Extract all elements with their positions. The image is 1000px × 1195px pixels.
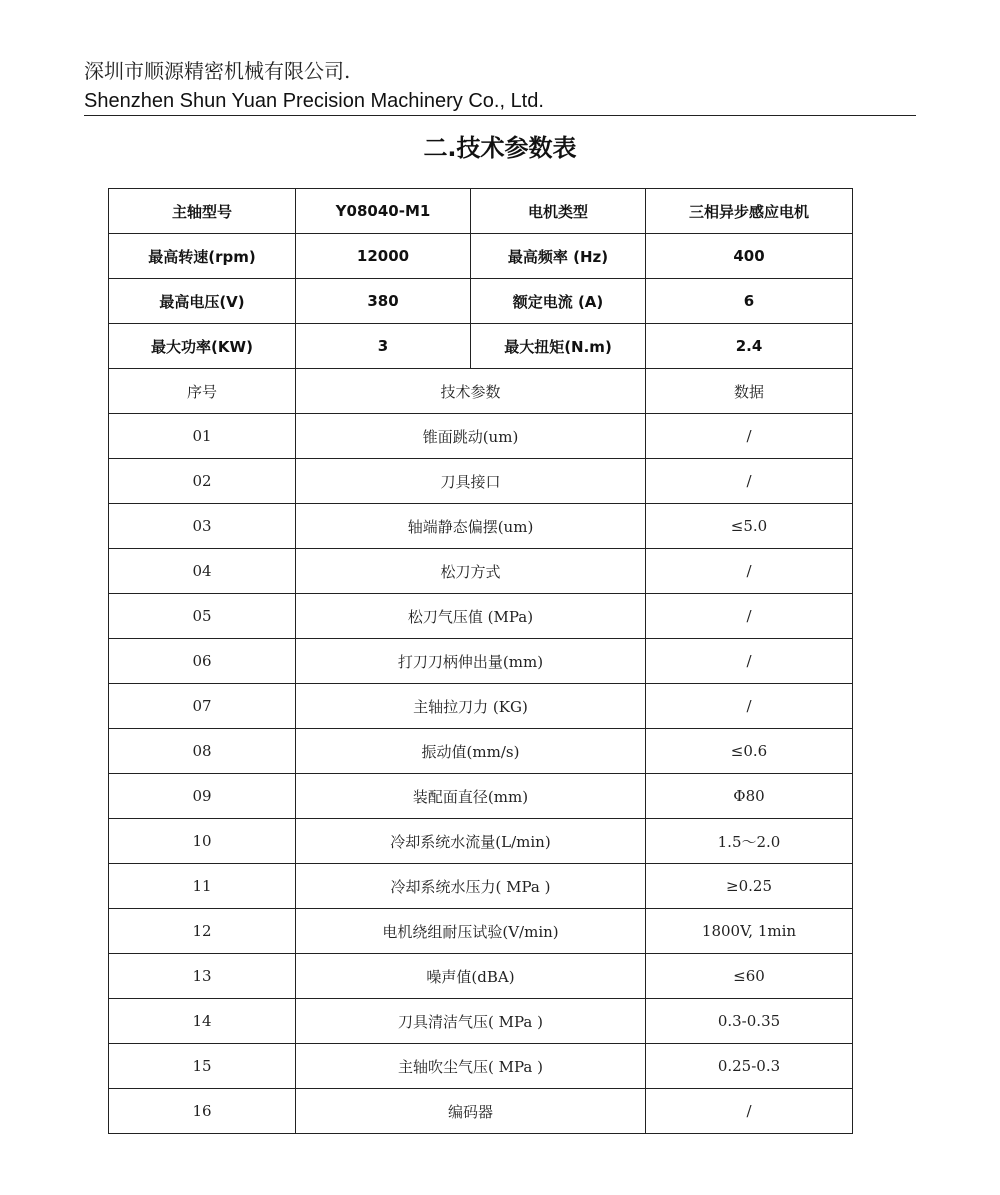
param-name: 噪声值(dBA) (296, 954, 646, 999)
param-value: ≤5.0 (646, 504, 853, 549)
spec-table (108, 188, 853, 1134)
summary-value: 2.4 (646, 324, 853, 369)
param-row (109, 1089, 853, 1134)
param-value: 1800V, 1min (646, 909, 853, 954)
param-row (109, 684, 853, 729)
param-row (109, 549, 853, 594)
header-value: 数据 (646, 369, 853, 414)
header-divider (84, 115, 916, 116)
document-header (84, 58, 916, 114)
param-header-row (109, 369, 853, 414)
param-value: / (646, 414, 853, 459)
param-value: / (646, 639, 853, 684)
param-name: 冷却系统水流量(L/min) (296, 819, 646, 864)
param-index: 03 (109, 504, 296, 549)
summary-label: 最大功率(KW) (109, 324, 296, 369)
param-value: 0.3-0.35 (646, 999, 853, 1044)
param-row (109, 729, 853, 774)
param-name: 刀具清洁气压( MPa ) (296, 999, 646, 1044)
param-value: ≥0.25 (646, 864, 853, 909)
param-name: 编码器 (296, 1089, 646, 1134)
page-title: 二.技术参数表 (423, 134, 577, 162)
summary-row (109, 279, 853, 324)
summary-value: 三相异步感应电机 (646, 189, 853, 234)
param-name: 轴端静态偏摆(um) (296, 504, 646, 549)
summary-row (109, 189, 853, 234)
param-name: 电机绕组耐压试验(V/min) (296, 909, 646, 954)
param-index: 09 (109, 774, 296, 819)
param-index: 14 (109, 999, 296, 1044)
summary-label: 电机类型 (471, 189, 646, 234)
param-index: 16 (109, 1089, 296, 1134)
summary-label: 最高电压(V) (109, 279, 296, 324)
param-index: 12 (109, 909, 296, 954)
param-index: 02 (109, 459, 296, 504)
param-value: Φ80 (646, 774, 853, 819)
param-row (109, 954, 853, 999)
param-name: 锥面跳动(um) (296, 414, 646, 459)
param-value: / (646, 549, 853, 594)
summary-value: 400 (646, 234, 853, 279)
param-value: / (646, 594, 853, 639)
summary-label: 主轴型号 (109, 189, 296, 234)
param-value: 1.5～2.0 (646, 819, 853, 864)
param-index: 07 (109, 684, 296, 729)
param-index: 10 (109, 819, 296, 864)
summary-label: 额定电流 (A) (471, 279, 646, 324)
param-name: 主轴吹尘气压( MPa ) (296, 1044, 646, 1089)
param-index: 05 (109, 594, 296, 639)
param-row (109, 774, 853, 819)
param-value: / (646, 459, 853, 504)
header-index: 序号 (109, 369, 296, 414)
param-index: 01 (109, 414, 296, 459)
param-row (109, 909, 853, 954)
summary-value: 380 (296, 279, 471, 324)
summary-label: 最大扭矩(N.m) (471, 324, 646, 369)
spec-table-body (109, 189, 853, 1134)
param-row (109, 1044, 853, 1089)
summary-label: 最高频率 (Hz) (471, 234, 646, 279)
param-value: ≤0.6 (646, 729, 853, 774)
summary-value: 6 (646, 279, 853, 324)
param-value: / (646, 1089, 853, 1134)
param-row (109, 459, 853, 504)
summary-row (109, 234, 853, 279)
param-name: 刀具接口 (296, 459, 646, 504)
param-name: 振动值(mm/s) (296, 729, 646, 774)
param-row (109, 594, 853, 639)
param-name: 冷却系统水压力( MPa ) (296, 864, 646, 909)
param-name: 打刀刀柄伸出量(mm) (296, 639, 646, 684)
param-row (109, 414, 853, 459)
param-name: 装配面直径(mm) (296, 774, 646, 819)
param-row (109, 639, 853, 684)
param-index: 04 (109, 549, 296, 594)
param-value: ≤60 (646, 954, 853, 999)
param-value: 0.25-0.3 (646, 1044, 853, 1089)
summary-row (109, 324, 853, 369)
param-name: 主轴拉刀力 (KG) (296, 684, 646, 729)
param-row (109, 504, 853, 549)
summary-value: Y08040-M1 (296, 189, 471, 234)
company-name-cn: 深圳市顺源精密机械有限公司. (84, 59, 351, 83)
param-value: / (646, 684, 853, 729)
param-row (109, 864, 853, 909)
param-index: 08 (109, 729, 296, 774)
company-name-en: Shenzhen Shun Yuan Precision Machinery Co., Ltd. (84, 90, 544, 112)
summary-value: 12000 (296, 234, 471, 279)
param-index: 15 (109, 1044, 296, 1089)
param-name: 松刀方式 (296, 549, 646, 594)
header-parameter: 技术参数 (296, 369, 646, 414)
summary-label: 最高转速(rpm) (109, 234, 296, 279)
param-row (109, 999, 853, 1044)
param-index: 06 (109, 639, 296, 684)
param-index: 13 (109, 954, 296, 999)
param-name: 松刀气压值 (MPa) (296, 594, 646, 639)
summary-value: 3 (296, 324, 471, 369)
param-index: 11 (109, 864, 296, 909)
param-row (109, 819, 853, 864)
